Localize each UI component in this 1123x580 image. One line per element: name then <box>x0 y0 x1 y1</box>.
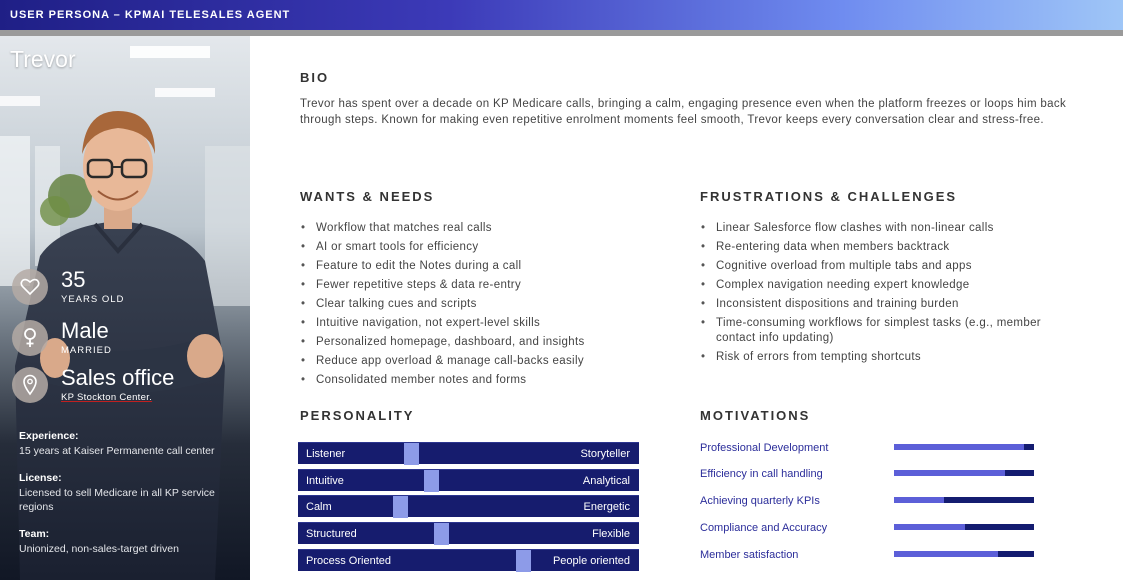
list-item: • Fewer repetitive steps & data re-entry <box>300 278 680 293</box>
personality-slider <box>298 549 639 571</box>
map-pin-icon <box>12 367 48 403</box>
persona-panel <box>0 36 250 580</box>
trait-right-label: Analytical <box>582 475 630 487</box>
license-value: Licensed to sell Medicare in all KP service regions <box>19 486 215 513</box>
slider-knob <box>434 523 449 545</box>
location-detail: KP Stockton Center. <box>61 392 153 403</box>
list-item: • Feature to edit the Notes during a call <box>300 259 680 274</box>
personality-heading: PERSONALITY <box>300 408 415 423</box>
motivation-bar-fill <box>894 497 944 503</box>
motivation-bar-fill <box>894 524 965 530</box>
license-label: License: <box>19 472 62 484</box>
trait-left-label: Structured <box>306 528 357 540</box>
wants-heading: WANTS & NEEDS <box>300 189 435 204</box>
motivation-bar-fill <box>894 470 1005 476</box>
motivation-bar <box>894 551 1034 557</box>
frustrations-heading: FRUSTRATIONS & CHALLENGES <box>700 189 958 204</box>
list-item: • Workflow that matches real calls <box>300 221 680 236</box>
bio-text: Trevor has spent over a decade on KP Medicare calls, bringing a calm, engaging presence even when the platform freezes or loops him back through steps. Known for making even repetitive enrolment moments feel smooth, Trevor keeps every conversation clear and stress-free. <box>300 98 1067 126</box>
age-label: YEARS OLD <box>61 294 125 305</box>
trait-left-label: Calm <box>306 501 332 513</box>
slider-knob <box>424 470 439 492</box>
female-symbol-icon <box>12 320 48 356</box>
motivation-bar-fill <box>894 551 998 557</box>
motivation-bar <box>894 524 1034 530</box>
personality-slider <box>298 495 639 517</box>
bio-heading: BIO <box>300 70 330 85</box>
motivation-label: Member satisfaction <box>700 549 799 561</box>
motivation-label: Efficiency in call handling <box>700 468 823 480</box>
trait-left-label: Process Oriented <box>306 555 391 567</box>
motivation-bar <box>894 470 1034 476</box>
list-item: • AI or smart tools for efficiency <box>300 240 680 255</box>
motivation-bar <box>894 444 1034 450</box>
personality-slider <box>298 442 639 464</box>
list-item: • Personalized homepage, dashboard, and insights <box>300 335 680 350</box>
page-header <box>0 0 1123 30</box>
experience-info <box>19 429 239 458</box>
location-value: Sales office <box>61 365 175 390</box>
trait-right-label: People oriented <box>552 555 630 567</box>
motivation-label: Achieving quarterly KPIs <box>700 495 820 507</box>
motivation-label: Professional Development <box>700 442 829 454</box>
age-stat <box>12 269 124 305</box>
persona-name: Trevor <box>10 46 76 72</box>
team-label: Team: <box>19 528 50 540</box>
motivation-bar-fill <box>894 444 1024 450</box>
wants-list <box>300 221 680 392</box>
slider-knob <box>404 443 419 465</box>
slider-knob <box>393 496 408 518</box>
team-info <box>19 527 239 556</box>
list-item: • Consolidated member notes and forms <box>300 373 680 388</box>
personality-slider <box>298 522 639 544</box>
list-item: • Linear Salesforce flow clashes with non-linear calls <box>700 221 1050 236</box>
frustrations-list <box>700 221 1050 369</box>
trait-right-label: Flexible <box>592 528 630 540</box>
motivations-heading: MOTIVATIONS <box>700 408 811 423</box>
list-item: • Inconsistent dispositions and training burden <box>700 297 1050 312</box>
list-item: • Reduce app overload & manage call-backs easily <box>300 354 680 369</box>
trait-left-label: Intuitive <box>306 475 344 487</box>
header-title: USER PERSONA – KPMAI TELESALES AGENT <box>10 9 291 21</box>
list-item: • Re-entering data when members backtrack <box>700 240 1050 255</box>
experience-value: 15 years at Kaiser Permanente call center <box>19 444 215 457</box>
marital-status: MARRIED <box>61 345 112 356</box>
experience-label: Experience: <box>19 430 79 442</box>
trait-left-label: Listener <box>306 448 346 460</box>
location-stat <box>12 367 174 403</box>
list-item: • Clear talking cues and scripts <box>300 297 680 312</box>
trait-right-label: Storyteller <box>580 448 630 460</box>
trait-right-label: Energetic <box>583 501 630 513</box>
list-item: • Intuitive navigation, not expert-level skills <box>300 316 680 331</box>
heart-icon <box>12 269 48 305</box>
list-item: • Cognitive overload from multiple tabs and apps <box>700 259 1050 274</box>
motivation-bar <box>894 497 1034 503</box>
personality-slider <box>298 469 639 491</box>
list-item: • Risk of errors from tempting shortcuts <box>700 350 1050 365</box>
license-info <box>19 471 239 515</box>
age-value: 35 <box>61 267 86 292</box>
gender-value: Male <box>61 318 109 343</box>
slider-knob <box>516 550 531 572</box>
motivation-label: Compliance and Accuracy <box>700 522 828 534</box>
gender-stat <box>12 320 112 356</box>
list-item: • Time-consuming workflows for simplest tasks (e.g., member contact info updating) <box>700 316 1050 346</box>
list-item: • Complex navigation needing expert knowledge <box>700 278 1050 293</box>
team-value: Unionized, non-sales-target driven <box>19 542 179 555</box>
